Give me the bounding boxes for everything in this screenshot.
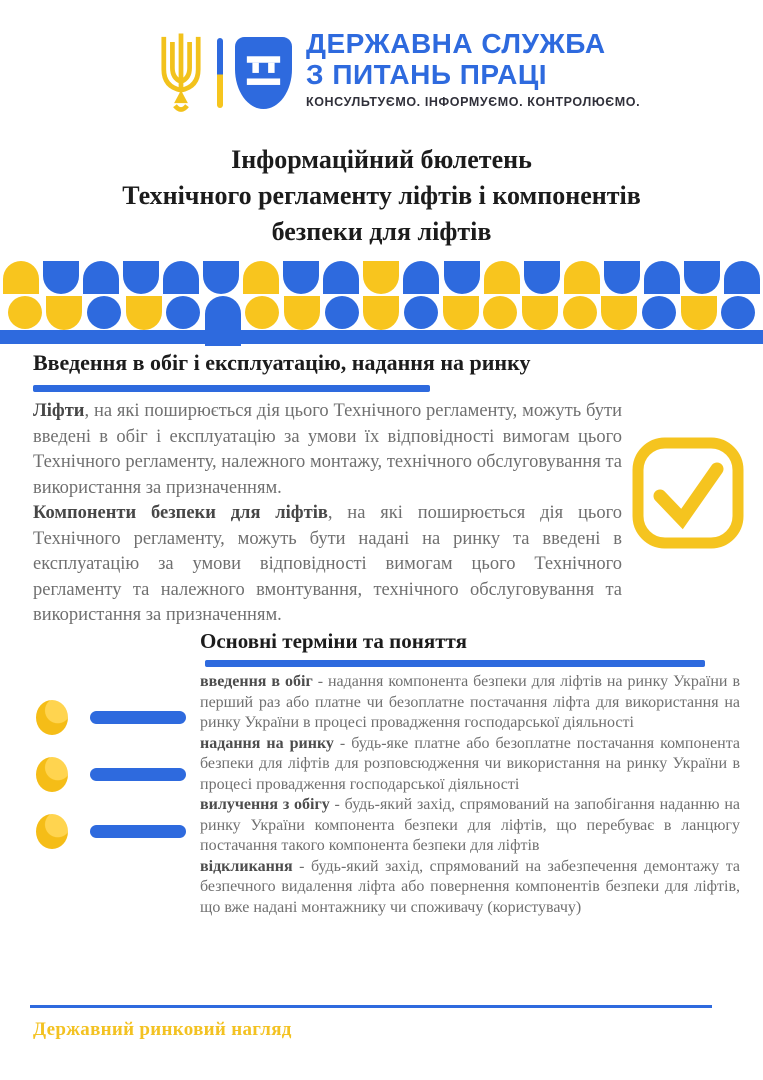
band-shape — [601, 296, 637, 330]
band-shape — [163, 261, 199, 294]
terms-list — [200, 672, 740, 918]
bullet-circle-icon — [36, 700, 68, 735]
footer-divider — [30, 1005, 712, 1008]
page-title — [0, 142, 763, 250]
section1-body — [33, 399, 622, 629]
paragraph-safety-components-lead: Компоненти безпеки для ліфтів — [33, 503, 328, 523]
section2-heading: Основні терміни та поняття — [200, 629, 467, 653]
section1-underline — [33, 385, 430, 392]
bullet-line-icon — [90, 768, 186, 781]
title-line3: безпеки для ліфтів — [271, 217, 492, 246]
band-shape — [604, 261, 640, 294]
bullet-circle-icon — [36, 757, 68, 792]
band-shape — [284, 296, 320, 330]
band-shape — [403, 261, 439, 294]
band-shape — [644, 261, 680, 294]
paragraph-lifts — [33, 399, 622, 501]
term-definition: - будь-яке платне або безоплатне постачання компонента безпеки для ліфтів для розповсюдження чи використання на ринку України в процесі провадження господарської діяльності — [200, 734, 740, 793]
band-shape — [483, 296, 517, 329]
band-shape — [444, 261, 480, 294]
term-item — [200, 795, 740, 857]
bullet-circle-icon — [36, 814, 68, 849]
band-shape — [243, 261, 279, 294]
term-item — [200, 672, 740, 734]
term-definition: - будь-який захід, спрямований на забезпечення демонтажу та безпечного видалення ліфта або повернення компонентів безпеки для ліфтів, що вже надані монтажнику чи споживачу (користувачу) — [200, 857, 740, 916]
band-shape — [323, 261, 359, 294]
band-shape — [8, 296, 42, 329]
paragraph-safety-components — [33, 501, 622, 629]
band-shape — [404, 296, 438, 329]
term-item — [200, 734, 740, 796]
band-shape — [443, 296, 479, 330]
band-shape — [123, 261, 159, 294]
logo-divider — [217, 38, 223, 108]
list-bullets-icon — [36, 700, 186, 871]
band-bottom-row — [0, 296, 763, 330]
term-definition: - будь-який захід, спрямований на запобігання наданню на ринку України компонента безпеки для ліфтів, що перебуває в ланцюгу постачання такого компонента безпеки для ліфтів — [200, 796, 740, 854]
band-shape — [87, 296, 121, 329]
band-shape — [363, 296, 399, 330]
band-shape — [563, 296, 597, 329]
term-name: відкликання — [200, 857, 293, 875]
paragraph-lifts-lead: Ліфти — [33, 401, 85, 421]
band-top-row — [0, 261, 763, 294]
section2-underline — [205, 660, 705, 667]
trident-icon — [155, 30, 207, 116]
band-shape — [564, 261, 600, 294]
title-line1: Інформаційний бюлетень — [231, 145, 532, 174]
checkmark-icon — [631, 436, 745, 555]
band-shape — [642, 296, 676, 329]
band-shape — [721, 296, 755, 329]
list-row — [36, 700, 186, 735]
band-shape — [325, 296, 359, 329]
band-blue-bar — [0, 330, 763, 344]
band-shape — [126, 296, 162, 330]
list-row — [36, 757, 186, 792]
band-shape — [363, 261, 399, 294]
list-row — [36, 814, 186, 849]
decorative-band — [0, 261, 763, 344]
title-line2: Технічного регламенту ліфтів і компонентів — [122, 181, 641, 210]
term-definition: - надання компонента безпеки для ліфтів на ринку України в перший раз або платне чи безоплатне постачання ліфта для використання на ринку України в процесі провадження господарської діяльності — [200, 673, 740, 731]
term-name: вилучення з обігу — [200, 796, 330, 813]
band-shape — [43, 261, 79, 294]
header-logo — [155, 28, 640, 116]
band-shape — [681, 296, 717, 330]
band-shape — [684, 261, 720, 294]
band-shape — [524, 261, 560, 294]
band-shape — [205, 296, 241, 346]
section1-heading: Введення в обіг і експлуатацію, надання на ринку — [33, 350, 531, 375]
term-name: надання на ринку — [200, 734, 334, 752]
bullet-line-icon — [90, 711, 186, 724]
org-name-line1: ДЕРЖАВНА СЛУЖБА — [306, 28, 606, 59]
term-name: введення в обіг — [200, 673, 313, 690]
footer-label: Державний ринковий нагляд — [33, 1019, 292, 1040]
term-item — [200, 857, 740, 919]
band-shape — [522, 296, 558, 330]
band-shape — [3, 261, 39, 294]
band-shape — [724, 261, 760, 294]
paragraph-safety-components-text: , на які поширюється дія цього Технічного регламенту, можуть бути надані на ринку та введені в експлуатацію за умови відповідності вимогам цього Технічного регламенту та належного вмонтування, технічного обслуговування та використання за призначенням. — [33, 503, 622, 625]
band-shape — [46, 296, 82, 330]
org-name-line2: З ПИТАНЬ ПРАЦІ — [306, 59, 548, 90]
band-shape — [245, 296, 279, 329]
band-shape — [166, 296, 200, 329]
band-shape — [83, 261, 119, 294]
paragraph-lifts-text: , на які поширюється дія цього Технічного регламенту, можуть бути введені в обіг і експлуатацію за умови їх відповідності вимогам цього Технічного регламенту, належного монтажу, технічного обслуговування та використання за призначенням. — [33, 401, 622, 498]
org-name — [306, 28, 640, 109]
bullet-line-icon — [90, 825, 186, 838]
band-shape — [203, 261, 239, 294]
org-tagline: КОНСУЛЬТУЄМО. ІНФОРМУЄМО. КОНТРОЛЮЄМО. — [306, 95, 641, 109]
band-shape — [484, 261, 520, 294]
shield-emblem-icon — [235, 37, 292, 109]
band-shape — [283, 261, 319, 294]
